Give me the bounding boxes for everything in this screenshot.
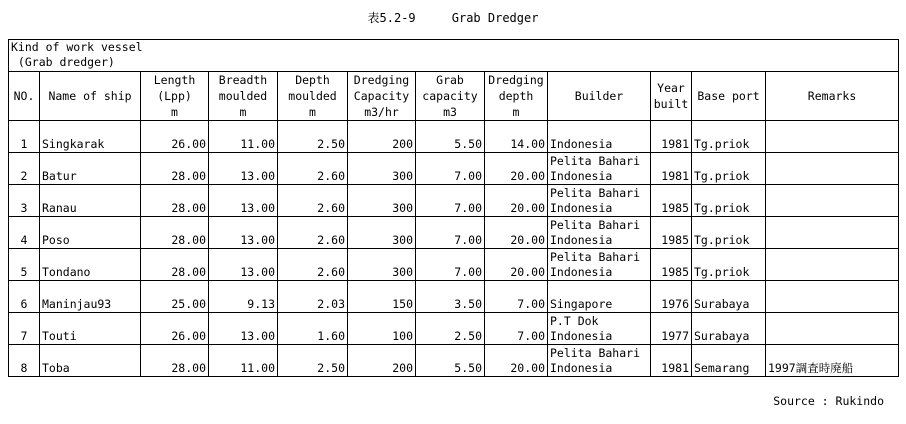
header-remarks: Remarks — [766, 72, 899, 121]
cell-remarks — [766, 249, 899, 281]
builder-line-1 — [550, 122, 648, 137]
cell-length: 25.00 — [141, 281, 209, 313]
table-title: 表5.2-9 Grab Dredger — [367, 11, 539, 25]
cell-year-built: 1976 — [651, 281, 692, 313]
cell-name: Singkarak — [40, 121, 141, 153]
cell-length: 28.00 — [141, 345, 209, 377]
builder-line-1: Pelita Bahari — [550, 218, 641, 232]
cell-depth: 2.60 — [278, 217, 348, 249]
cell-length: 28.00 — [141, 217, 209, 249]
builder-line-2: Indonesia — [550, 201, 613, 215]
cell-base-port: Tg.priok — [692, 153, 766, 185]
table-row — [9, 121, 899, 153]
builder-line-2: Indonesia — [550, 265, 613, 279]
cell-remarks — [766, 313, 899, 345]
cell-builder — [548, 249, 651, 281]
header-depth: Depth moulded m — [278, 72, 348, 121]
cell-name: Ranau — [40, 185, 141, 217]
cell-dredging-depth: 7.00 — [485, 281, 548, 313]
table-row — [9, 217, 899, 249]
table-row — [9, 185, 899, 217]
cell-dredging-capacity: 150 — [348, 281, 416, 313]
cell-no: 6 — [9, 281, 40, 313]
cell-breadth: 13.00 — [209, 249, 278, 281]
cell-remarks — [766, 217, 899, 249]
builder-line-1: Pelita Bahari — [550, 186, 641, 200]
cell-breadth: 13.00 — [209, 185, 278, 217]
cell-builder — [548, 185, 651, 217]
cell-dredging-depth: 20.00 — [485, 249, 548, 281]
cell-base-port: Surabaya — [692, 281, 766, 313]
cell-builder — [548, 217, 651, 249]
cell-base-port: Semarang — [692, 345, 766, 377]
cell-grab-capacity: 7.00 — [416, 153, 485, 185]
cell-dredging-depth: 20.00 — [485, 217, 548, 249]
cell-breadth: 11.00 — [209, 345, 278, 377]
kind-row — [9, 40, 899, 72]
builder-line-2: Indonesia — [550, 329, 613, 343]
header-base-port: Base port — [692, 72, 766, 121]
builder-line-1 — [550, 282, 648, 297]
cell-builder — [548, 313, 651, 345]
builder-line-1: Pelita Bahari — [550, 346, 641, 360]
cell-grab-capacity: 3.50 — [416, 281, 485, 313]
header-breadth: Breadth moulded m — [209, 72, 278, 121]
cell-remarks — [766, 281, 899, 313]
cell-base-port: Tg.priok — [692, 121, 766, 153]
cell-name: Maninjau93 — [40, 281, 141, 313]
header-dredging-capacity: Dredging Capacity m3/hr — [348, 72, 416, 121]
cell-dredging-depth: 20.00 — [485, 153, 548, 185]
table-row — [9, 153, 899, 185]
cell-grab-capacity: 7.00 — [416, 185, 485, 217]
builder-line-2: Singapore — [550, 297, 613, 311]
header-dredging-depth: Dredging depth m — [485, 72, 548, 121]
cell-length: 28.00 — [141, 153, 209, 185]
header-year-built: Year built — [651, 72, 692, 121]
cell-grab-capacity: 7.00 — [416, 249, 485, 281]
kind-sub-label: (Grab dredger) — [11, 55, 115, 69]
cell-no: 1 — [9, 121, 40, 153]
cell-year-built: 1977 — [651, 313, 692, 345]
cell-name: Batur — [40, 153, 141, 185]
cell-no: 3 — [9, 185, 40, 217]
builder-line-2: Indonesia — [550, 169, 613, 183]
cell-dredging-capacity: 300 — [348, 217, 416, 249]
cell-year-built: 1981 — [651, 345, 692, 377]
builder-line-1: Pelita Bahari — [550, 154, 641, 168]
cell-breadth: 13.00 — [209, 153, 278, 185]
builder-line-1: P.T Dok — [550, 314, 599, 328]
header-builder: Builder — [548, 72, 651, 121]
cell-depth: 2.60 — [278, 185, 348, 217]
cell-dredging-capacity: 100 — [348, 313, 416, 345]
cell-grab-capacity: 7.00 — [416, 217, 485, 249]
cell-name: Toba — [40, 345, 141, 377]
header-grab-capacity: Grab capacity m3 — [416, 72, 485, 121]
cell-base-port: Tg.priok — [692, 217, 766, 249]
builder-line-2: Indonesia — [550, 361, 613, 375]
cell-base-port: Tg.priok — [692, 249, 766, 281]
cell-depth: 2.60 — [278, 153, 348, 185]
cell-year-built: 1981 — [651, 121, 692, 153]
cell-year-built: 1985 — [651, 249, 692, 281]
cell-dredging-depth: 14.00 — [485, 121, 548, 153]
table-row — [9, 345, 899, 377]
cell-base-port: Tg.priok — [692, 185, 766, 217]
cell-dredging-capacity: 300 — [348, 153, 416, 185]
cell-depth: 2.50 — [278, 121, 348, 153]
kind-label: Kind of work vessel — [11, 40, 143, 54]
cell-dredging-depth: 7.00 — [485, 313, 548, 345]
cell-builder — [548, 345, 651, 377]
cell-depth: 1.60 — [278, 313, 348, 345]
cell-no: 2 — [9, 153, 40, 185]
header-row — [9, 72, 899, 121]
cell-depth: 2.03 — [278, 281, 348, 313]
cell-dredging-capacity: 300 — [348, 185, 416, 217]
cell-remarks — [766, 153, 899, 185]
cell-dredging-capacity: 300 — [348, 249, 416, 281]
cell-year-built: 1981 — [651, 153, 692, 185]
cell-remarks: 1997調査時廃船 — [766, 345, 899, 377]
cell-dredging-depth: 20.00 — [485, 185, 548, 217]
cell-name: Tondano — [40, 249, 141, 281]
cell-year-built: 1985 — [651, 185, 692, 217]
builder-line-2: Indonesia — [550, 137, 613, 151]
cell-name: Touti — [40, 313, 141, 345]
cell-length: 28.00 — [141, 185, 209, 217]
cell-no: 7 — [9, 313, 40, 345]
cell-dredging-capacity: 200 — [348, 345, 416, 377]
builder-line-1: Pelita Bahari — [550, 250, 641, 264]
table-body — [9, 121, 899, 377]
header-length: Length (Lpp) m — [141, 72, 209, 121]
cell-length: 26.00 — [141, 313, 209, 345]
cell-dredging-depth: 20.00 — [485, 345, 548, 377]
cell-remarks — [766, 185, 899, 217]
cell-builder — [548, 121, 651, 153]
cell-grab-capacity: 2.50 — [416, 313, 485, 345]
cell-base-port: Surabaya — [692, 313, 766, 345]
cell-no: 8 — [9, 345, 40, 377]
kind-of-work-vessel-cell — [9, 40, 899, 72]
cell-length: 28.00 — [141, 249, 209, 281]
table-row — [9, 249, 899, 281]
cell-length: 26.00 — [141, 121, 209, 153]
cell-depth: 2.50 — [278, 345, 348, 377]
cell-grab-capacity: 5.50 — [416, 121, 485, 153]
cell-dredging-capacity: 200 — [348, 121, 416, 153]
table-row — [9, 281, 899, 313]
cell-year-built: 1985 — [651, 217, 692, 249]
cell-breadth: 13.00 — [209, 217, 278, 249]
cell-builder — [548, 281, 651, 313]
cell-depth: 2.60 — [278, 249, 348, 281]
builder-line-2: Indonesia — [550, 233, 613, 247]
cell-no: 5 — [9, 249, 40, 281]
cell-builder — [548, 153, 651, 185]
header-name: Name of ship — [40, 72, 141, 121]
grab-dredger-table — [8, 39, 899, 377]
cell-remarks — [766, 121, 899, 153]
source-note: Source : Rukindo — [773, 394, 884, 408]
cell-breadth: 11.00 — [209, 121, 278, 153]
cell-no: 4 — [9, 217, 40, 249]
header-no: NO. — [9, 72, 40, 121]
cell-grab-capacity: 5.50 — [416, 345, 485, 377]
cell-breadth: 9.13 — [209, 281, 278, 313]
table-row — [9, 313, 899, 345]
cell-breadth: 13.00 — [209, 313, 278, 345]
cell-name: Poso — [40, 217, 141, 249]
